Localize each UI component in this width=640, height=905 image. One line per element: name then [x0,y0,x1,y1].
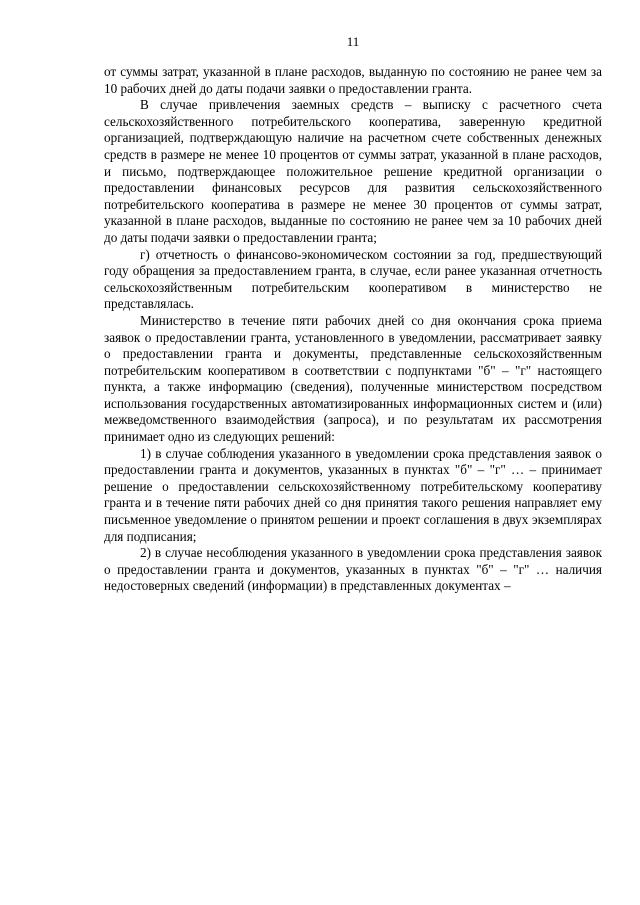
paragraph-ministry-review: Министерство в течение пяти рабочих дней со дня окончания срока приема заявок о предоставлении гранта, установленного в уведомлении, рассматривает заявку о предоставлении гранта и документы, представленные сельскохозяйственным потребительским кооперативом в соответствии с подпунктами "б" – "г" настоящего пункта, а также информацию (сведения), полученные министерством посредством использования государственных автоматизированных информационных систем и (или) межведомственного взаимодействия (запроса), и по результатам их рассмотрения принимает одно из следующих решений: [104,312,602,445]
paragraph-continuation: от суммы затрат, указанной в плане расходов, выданную по состоянию не ранее чем за 10 рабочих дней до даты подачи заявки о предоставлении гранта. [104,64,602,96]
page-number: 11 [346,34,360,49]
paragraph-item-g-reporting: г) отчетность о финансово-экономическом состоянии за год, предшествующий году обращения за предоставлением гранта, в случае, если ранее указанная отчетность сельскохозяйственным потребительским кооперативом в министерство не представлялась. [104,246,602,312]
paragraph-decision-2: 2) в случае несоблюдения указанного в уведомлении срока представления заявок о предоставлении гранта и документов, указанных в пунктах "б" – "г" … наличия недостоверных сведений (информации) в представленных документах – [104,545,602,594]
paragraph-decision-1: 1) в случае соблюдения указанного в уведомлении срока представления заявок о предоставлении гранта и документов, указанных в пунктах "б" – "г" … – принимает решение о предоставлении сельскохозяйственному потребительскому кооперативу гранта и в течение пяти рабочих дней со дня принятия такого решения направляет ему письменное уведомление о принятом решении и проект соглашения в двух экземплярах для подписания; [104,445,602,544]
paragraph-borrowed-funds: В случае привлечения заемных средств – выписку с расчетного счета сельскохозяйственного потребительского кооператива, заверенную кредитной организацией, подтверждающую наличие на расчетном счете собственных денежных средств в размере не менее 10 процентов от суммы затрат, указанной в плане расходов, и письмо, подтверждающее положительное решение кредитной организации о предоставлении финансовых ресурсов для развития сельскохозяйственного потребительского кооператива в размере не менее 30 процентов от суммы затрат, указанной в плане расходов, выданные по состоянию не ранее чем за 10 рабочих дней до даты подачи заявки о предоставлении гранта; [104,97,602,245]
